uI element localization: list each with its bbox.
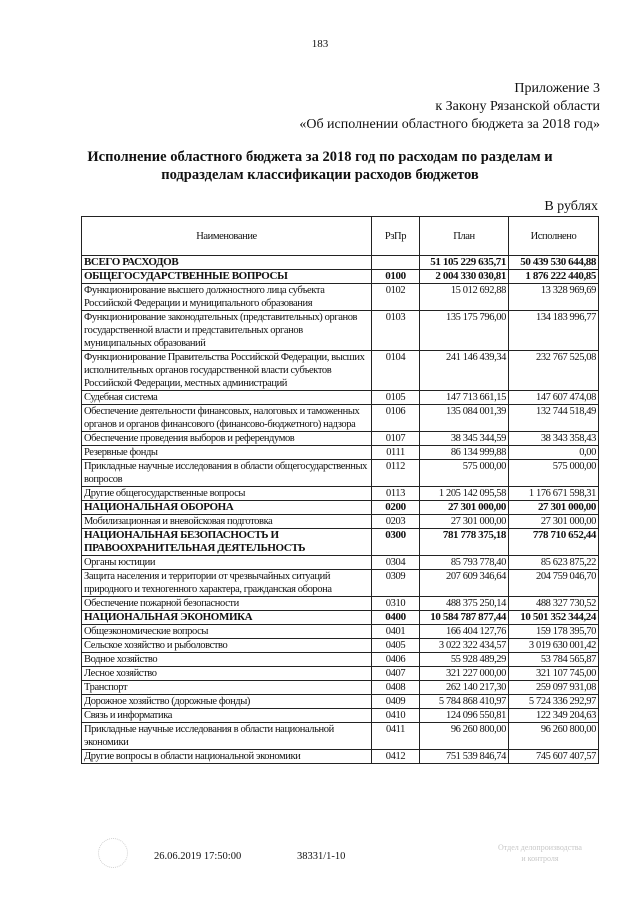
cell-code: 0304 (372, 556, 420, 570)
header-plan: План (420, 217, 509, 256)
table-row (82, 284, 599, 311)
cell-code: 0103 (372, 311, 420, 351)
table-header-row (82, 217, 599, 256)
cell-plan: 751 539 846,74 (420, 750, 509, 764)
cell-plan: 2 004 330 030,81 (420, 270, 509, 284)
cell-done: 50 439 530 644,88 (509, 256, 599, 270)
cell-plan: 96 260 800,00 (420, 723, 509, 750)
cell-plan: 166 404 127,76 (420, 625, 509, 639)
cell-name: Функционирование Правительства Российской Федерации, высших исполнительных органов государственной власти субъектов Российской Федерации, местных администраций (82, 351, 372, 391)
expenditure-table (81, 216, 599, 764)
document-title: Исполнение областного бюджета за 2018 год по расходам по разделам и подразделам классификации расходов бюджетов (87, 149, 553, 183)
cell-name: Защита населения и территории от чрезвычайных ситуаций природного и техногенного характера, гражданская оборона (82, 570, 372, 597)
cell-name: Функционирование высшего должностного лица субъекта Российской Федерации и муниципального образования (82, 284, 372, 311)
cell-done: 259 097 931,08 (509, 681, 599, 695)
table-row (82, 487, 599, 501)
cell-done: 85 623 875,22 (509, 556, 599, 570)
cell-plan: 85 793 778,40 (420, 556, 509, 570)
cell-code: 0310 (372, 597, 420, 611)
cell-done: 159 178 395,70 (509, 625, 599, 639)
cell-done: 5 724 336 292,97 (509, 695, 599, 709)
cell-plan: 51 105 229 635,71 (420, 256, 509, 270)
cell-plan: 5 784 868 410,97 (420, 695, 509, 709)
cell-plan: 207 609 346,64 (420, 570, 509, 597)
cell-done: 13 328 969,69 (509, 284, 599, 311)
cell-done: 745 607 407,57 (509, 750, 599, 764)
cell-code: 0203 (372, 515, 420, 529)
cell-code: 0407 (372, 667, 420, 681)
office-stamp (480, 842, 600, 864)
table-row (82, 625, 599, 639)
table-row (82, 446, 599, 460)
cell-plan: 488 375 250,14 (420, 597, 509, 611)
cell-plan: 781 778 375,18 (420, 529, 509, 556)
table-row (82, 270, 599, 284)
table-row (82, 570, 599, 597)
appendix-line-3: «Об исполнении областного бюджета за 2018 год» (299, 117, 600, 132)
cell-name: Обеспечение проведения выборов и референдумов (82, 432, 372, 446)
cell-done: 132 744 518,49 (509, 405, 599, 432)
table-row (82, 709, 599, 723)
cell-code: 0401 (372, 625, 420, 639)
footer-doc-number: 38331/1-10 (297, 851, 346, 862)
cell-code: 0405 (372, 639, 420, 653)
cell-done: 27 301 000,00 (509, 515, 599, 529)
cell-done: 3 019 630 001,42 (509, 639, 599, 653)
cell-plan: 147 713 661,15 (420, 391, 509, 405)
cell-code: 0111 (372, 446, 420, 460)
units-label: В рублях (544, 199, 598, 214)
cell-name: Связь и информатика (82, 709, 372, 723)
cell-done: 96 260 800,00 (509, 723, 599, 750)
cell-code: 0412 (372, 750, 420, 764)
cell-plan: 124 096 550,81 (420, 709, 509, 723)
cell-name: Другие общегосударственные вопросы (82, 487, 372, 501)
cell-plan: 3 022 322 434,57 (420, 639, 509, 653)
cell-done: 1 876 222 440,85 (509, 270, 599, 284)
cell-plan: 55 928 489,29 (420, 653, 509, 667)
table-row (82, 351, 599, 391)
cell-code: 0106 (372, 405, 420, 432)
cell-code: 0200 (372, 501, 420, 515)
cell-plan: 1 205 142 095,58 (420, 487, 509, 501)
cell-name: НАЦИОНАЛЬНАЯ БЕЗОПАСНОСТЬ И ПРАВООХРАНИТЕЛЬНАЯ ДЕЯТЕЛЬНОСТЬ (82, 529, 372, 556)
header-done: Исполнено (509, 217, 599, 256)
table-row (82, 501, 599, 515)
cell-plan: 27 301 000,00 (420, 515, 509, 529)
cell-plan: 135 175 796,00 (420, 311, 509, 351)
cell-plan: 86 134 999,88 (420, 446, 509, 460)
scan-mark-icon (98, 838, 128, 868)
cell-plan: 38 345 344,59 (420, 432, 509, 446)
table-row (82, 405, 599, 432)
appendix-line-1: Приложение 3 (514, 81, 600, 96)
table-row (82, 391, 599, 405)
cell-done: 575 000,00 (509, 460, 599, 487)
cell-name: Прикладные научные исследования в области общегосударственных вопросов (82, 460, 372, 487)
cell-done: 10 501 352 344,24 (509, 611, 599, 625)
cell-code: 0400 (372, 611, 420, 625)
table-row (82, 311, 599, 351)
cell-plan: 27 301 000,00 (420, 501, 509, 515)
table-row (82, 256, 599, 270)
table-row (82, 723, 599, 750)
cell-done: 134 183 996,77 (509, 311, 599, 351)
cell-name: Водное хозяйство (82, 653, 372, 667)
table-row (82, 515, 599, 529)
cell-code: 0102 (372, 284, 420, 311)
cell-name: НАЦИОНАЛЬНАЯ ЭКОНОМИКА (82, 611, 372, 625)
cell-done: 147 607 474,08 (509, 391, 599, 405)
table-row (82, 653, 599, 667)
cell-done: 1 176 671 598,31 (509, 487, 599, 501)
table-row (82, 460, 599, 487)
cell-plan: 135 084 001,39 (420, 405, 509, 432)
table-row (82, 695, 599, 709)
cell-done: 204 759 046,70 (509, 570, 599, 597)
cell-done: 122 349 204,63 (509, 709, 599, 723)
cell-plan: 10 584 787 877,44 (420, 611, 509, 625)
cell-done: 38 343 358,43 (509, 432, 599, 446)
page-number: 183 (311, 38, 329, 50)
cell-done: 778 710 652,44 (509, 529, 599, 556)
cell-name: Общеэкономические вопросы (82, 625, 372, 639)
cell-code: 0411 (372, 723, 420, 750)
cell-name: Органы юстиции (82, 556, 372, 570)
cell-plan: 15 012 692,88 (420, 284, 509, 311)
stamp-line-2: и контроля (521, 854, 559, 863)
cell-name: НАЦИОНАЛЬНАЯ ОБОРОНА (82, 501, 372, 515)
cell-code: 0309 (372, 570, 420, 597)
table-row (82, 556, 599, 570)
cell-name: ВСЕГО РАСХОДОВ (82, 256, 372, 270)
table-row (82, 529, 599, 556)
cell-name: Лесное хозяйство (82, 667, 372, 681)
cell-code: 0409 (372, 695, 420, 709)
cell-done: 53 784 565,87 (509, 653, 599, 667)
table-body (82, 256, 599, 764)
cell-code: 0113 (372, 487, 420, 501)
cell-code: 0105 (372, 391, 420, 405)
cell-name: Функционирование законодательных (представительных) органов государственной власти и представительных органов муниципальных образований (82, 311, 372, 351)
appendix-line-2: к Закону Рязанской области (435, 99, 600, 114)
cell-done: 27 301 000,00 (509, 501, 599, 515)
table-row (82, 597, 599, 611)
cell-code: 0406 (372, 653, 420, 667)
cell-code: 0408 (372, 681, 420, 695)
stamp-line-1: Отдел делопроизводства (498, 843, 582, 852)
cell-plan: 575 000,00 (420, 460, 509, 487)
cell-done: 488 327 730,52 (509, 597, 599, 611)
cell-plan: 321 227 000,00 (420, 667, 509, 681)
cell-name: Мобилизационная и вневойсковая подготовка (82, 515, 372, 529)
cell-done: 232 767 525,08 (509, 351, 599, 391)
cell-plan: 262 140 217,30 (420, 681, 509, 695)
cell-done: 0,00 (509, 446, 599, 460)
cell-plan: 241 146 439,34 (420, 351, 509, 391)
table-row (82, 639, 599, 653)
table-row (82, 611, 599, 625)
cell-code: 0100 (372, 270, 420, 284)
footer-datetime: 26.06.2019 17:50:00 (154, 851, 242, 862)
cell-name: Резервные фонды (82, 446, 372, 460)
cell-name: Другие вопросы в области национальной экономики (82, 750, 372, 764)
cell-code: 0410 (372, 709, 420, 723)
cell-name: Дорожное хозяйство (дорожные фонды) (82, 695, 372, 709)
table-row (82, 681, 599, 695)
cell-code (372, 256, 420, 270)
cell-name: ОБЩЕГОСУДАРСТВЕННЫЕ ВОПРОСЫ (82, 270, 372, 284)
cell-code: 0300 (372, 529, 420, 556)
cell-name: Обеспечение пожарной безопасности (82, 597, 372, 611)
cell-name: Сельское хозяйство и рыболовство (82, 639, 372, 653)
cell-done: 321 107 745,00 (509, 667, 599, 681)
cell-name: Прикладные научные исследования в области национальной экономики (82, 723, 372, 750)
table-row (82, 750, 599, 764)
table-row (82, 432, 599, 446)
cell-code: 0104 (372, 351, 420, 391)
header-name: Наименование (82, 217, 372, 256)
cell-name: Судебная система (82, 391, 372, 405)
header-code: РзПр (372, 217, 420, 256)
cell-name: Обеспечение деятельности финансовых, налоговых и таможенных органов и органов финансового (финансово-бюджетного) надзора (82, 405, 372, 432)
cell-name: Транспорт (82, 681, 372, 695)
cell-code: 0112 (372, 460, 420, 487)
cell-code: 0107 (372, 432, 420, 446)
table-row (82, 667, 599, 681)
appendix-block (299, 80, 600, 134)
